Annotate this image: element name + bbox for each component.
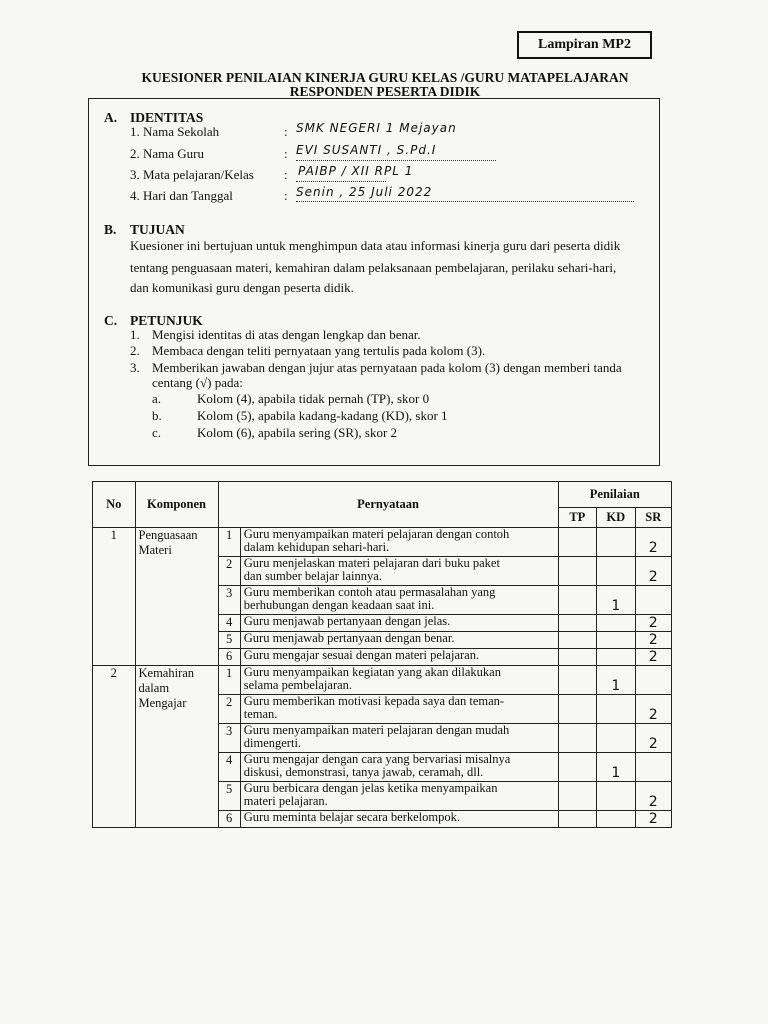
score-tp <box>558 586 596 615</box>
statement: Guru menjawab pertanyaan dengan jelas. <box>240 615 558 632</box>
field-colon: : <box>284 146 288 161</box>
attachment-label: Lampiran MP2 <box>538 37 631 52</box>
score-kd <box>597 632 635 649</box>
dotted-line <box>296 181 386 182</box>
score-tp <box>558 632 596 649</box>
score-tp <box>558 528 596 557</box>
score-sr: 2 <box>635 695 672 724</box>
score-sr: 2 <box>635 649 672 666</box>
purpose-text-line3: dan komunikasi guru dengan peserta didik. <box>130 280 354 295</box>
score-tp <box>558 557 596 586</box>
row-num: 6 <box>218 649 240 666</box>
instruction-text: Mengisi identitas di atas dengan lengkap dan benar. <box>152 327 421 342</box>
group-no: 1 <box>93 528 136 666</box>
score-sr <box>635 753 672 782</box>
instruction-text: Memberikan jawaban dengan jujur atas pernyataan pada kolom (3) dengan memberi tanda <box>152 360 622 375</box>
score-kd <box>597 615 635 632</box>
col-header-no: No <box>93 482 136 528</box>
score-kd <box>597 528 635 557</box>
assessment-table <box>92 481 672 828</box>
score-kd <box>597 695 635 724</box>
score-sr <box>635 666 672 695</box>
subitem-text: Kolom (5), apabila kadang-kadang (KD), skor 1 <box>197 408 448 423</box>
subitem-letter: c. <box>152 425 162 440</box>
field-label-teacher: 2. Nama Guru <box>130 146 205 161</box>
table-row <box>93 666 672 695</box>
col-header-pernyataan: Pernyataan <box>218 482 558 528</box>
score-tp <box>558 649 596 666</box>
group-komponen: Kemahiran dalam Mengajar <box>135 666 218 828</box>
field-colon: : <box>284 167 288 182</box>
score-tp <box>558 615 596 632</box>
score-sr: 2 <box>635 724 672 753</box>
statement: Guru mengajar dengan cara yang bervariasi misalnya diskusi, demonstrasi, tanya jawab, ceramah, dll. <box>240 753 558 782</box>
section-b-letter: B. <box>104 222 117 237</box>
section-a-letter: A. <box>104 110 118 125</box>
row-num: 1 <box>218 528 240 557</box>
col-header-sr: SR <box>635 508 672 528</box>
field-colon: : <box>284 188 288 203</box>
score-tp <box>558 695 596 724</box>
field-label-school: 1. Nama Sekolah <box>130 124 220 139</box>
score-kd <box>597 557 635 586</box>
subitem-text: Kolom (4), apabila tidak pernah (TP), skor 0 <box>197 391 430 406</box>
instruction-text-cont: centang (√) pada: <box>152 375 243 390</box>
section-c-heading: PETUNJUK <box>130 313 203 328</box>
section-c-letter: C. <box>104 313 118 328</box>
row-num: 5 <box>218 782 240 811</box>
section-a-heading: IDENTITAS <box>130 110 204 125</box>
table-row <box>93 528 672 557</box>
purpose-text-line1: Kuesioner ini bertujuan untuk menghimpun data atau informasi kinerja guru dari peserta didik <box>130 238 621 253</box>
col-header-komponen: Komponen <box>135 482 218 528</box>
instruction-num: 3. <box>130 360 140 375</box>
instruction-num: 2. <box>130 343 140 358</box>
row-num: 4 <box>218 615 240 632</box>
statement: Guru menyampaikan kegiatan yang akan dilakukan selama pembelajaran. <box>240 666 558 695</box>
row-num: 1 <box>218 666 240 695</box>
row-num: 5 <box>218 632 240 649</box>
statement: Guru menjelaskan materi pelajaran dari buku paket dan sumber belajar lainnya. <box>240 557 558 586</box>
score-sr: 2 <box>635 528 672 557</box>
row-num: 4 <box>218 753 240 782</box>
score-kd <box>597 649 635 666</box>
score-tp <box>558 811 596 828</box>
instruction-text: Membaca dengan teliti pernyataan yang tertulis pada kolom (3). <box>152 343 486 358</box>
score-kd <box>597 724 635 753</box>
score-sr: 2 <box>635 782 672 811</box>
subitem-letter: a. <box>152 391 162 406</box>
dotted-line <box>296 160 496 161</box>
field-value-date: Senin , 25 Juli 2022 <box>296 185 433 199</box>
score-tp <box>558 724 596 753</box>
section-b-heading: TUJUAN <box>130 222 185 237</box>
score-kd: 1 <box>597 753 635 782</box>
statement: Guru menyampaikan materi pelajaran dengan mudah dimengerti. <box>240 724 558 753</box>
field-label-date: 4. Hari dan Tanggal <box>130 188 233 203</box>
score-kd: 1 <box>597 666 635 695</box>
statement: Guru menjawab pertanyaan dengan benar. <box>240 632 558 649</box>
row-num: 2 <box>218 557 240 586</box>
score-kd <box>597 811 635 828</box>
subitem-text: Kolom (6), apabila sering (SR), skor 2 <box>197 425 398 440</box>
row-num: 3 <box>218 586 240 615</box>
score-sr: 2 <box>635 811 672 828</box>
field-value-teacher: EVI SUSANTI , S.Pd.I <box>296 143 437 157</box>
col-header-penilaian: Penilaian <box>558 482 671 508</box>
attachment-label-box <box>517 31 652 59</box>
score-tp <box>558 782 596 811</box>
group-komponen: Penguasaan Materi <box>135 528 218 666</box>
statement: Guru memberikan motivasi kepada saya dan teman- teman. <box>240 695 558 724</box>
document-title-line1: KUESIONER PENILAIAN KINERJA GURU KELAS /GURU MATAPELAJARAN <box>141 70 629 85</box>
field-value-subject: PAIBP / XII RPL 1 <box>298 164 414 178</box>
score-tp <box>558 666 596 695</box>
statement: Guru memberikan contoh atau permasalahan yang berhubungan dengan keadaan saat ini. <box>240 586 558 615</box>
field-value-school: SMK NEGERI 1 Mejayan <box>296 121 457 135</box>
statement: Guru mengajar sesuai dengan materi pelajaran. <box>240 649 558 666</box>
statement: Guru menyampaikan materi pelajaran dengan contoh dalam kehidupan sehari-hari. <box>240 528 558 557</box>
col-header-kd: KD <box>597 508 635 528</box>
purpose-text-line2: tentang penguasaan materi, kemahiran dalam pelaksanaan pembelajaran, perilaku sehari-hari, <box>130 260 617 275</box>
score-tp <box>558 753 596 782</box>
field-colon: : <box>284 124 288 139</box>
score-sr <box>635 586 672 615</box>
dotted-line <box>296 201 634 202</box>
score-sr: 2 <box>635 632 672 649</box>
statement: Guru berbicara dengan jelas ketika menyampaikan materi pelajaran. <box>240 782 558 811</box>
row-num: 6 <box>218 811 240 828</box>
score-sr: 2 <box>635 557 672 586</box>
score-kd <box>597 782 635 811</box>
score-kd: 1 <box>597 586 635 615</box>
row-num: 3 <box>218 724 240 753</box>
group-no: 2 <box>93 666 136 828</box>
instruction-num: 1. <box>130 327 140 342</box>
subitem-letter: b. <box>152 408 162 423</box>
row-num: 2 <box>218 695 240 724</box>
document-title-line2: RESPONDEN PESERTA DIDIK <box>289 84 481 99</box>
statement: Guru meminta belajar secara berkelompok. <box>240 811 558 828</box>
score-sr: 2 <box>635 615 672 632</box>
field-label-subject: 3. Mata pelajaran/Kelas <box>130 167 254 182</box>
col-header-tp: TP <box>558 508 596 528</box>
